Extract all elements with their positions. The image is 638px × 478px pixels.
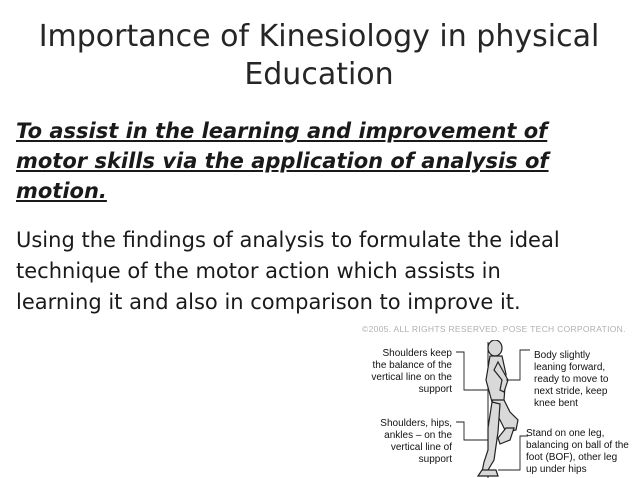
title-line-2: Education <box>244 57 394 92</box>
emphasis-statement <box>16 116 576 206</box>
emphasis-line-2: motor skills via the application of analysis of <box>16 149 549 173</box>
caption-body-leaning: Body slightly leaning forward, ready to move to next stride, keep knee bent <box>534 350 609 409</box>
slide-title <box>30 18 608 94</box>
emphasis-line-3: motion. <box>16 179 107 203</box>
body-line-2: technique of the motor action which assists in <box>16 259 501 283</box>
pose-running-figure <box>360 340 638 478</box>
title-line-1: Importance of Kinesiology in physical <box>38 19 600 54</box>
body-line-1: Using the findings of analysis to formulate the ideal <box>16 228 560 252</box>
copyright-notice: ©2005. ALL RIGHTS RESERVED. POSE TECH CORPORATION. <box>362 324 626 334</box>
body-paragraph <box>16 225 626 318</box>
emphasis-line-1: To assist in the learning and improvement of <box>16 119 548 143</box>
caption-shoulders-balance: Shoulders keep the balance of the vertical line on the support <box>371 348 452 395</box>
body-line-3: learning it and also in comparison to improve it. <box>16 290 521 314</box>
caption-stand-one-leg: Stand on one leg, balancing on ball of the foot (BOF), other leg up under hips <box>526 428 629 475</box>
runner-icon <box>478 340 518 476</box>
caption-shoulders-hips: Shoulders, hips, ankles – on the vertical line of support <box>380 418 452 465</box>
